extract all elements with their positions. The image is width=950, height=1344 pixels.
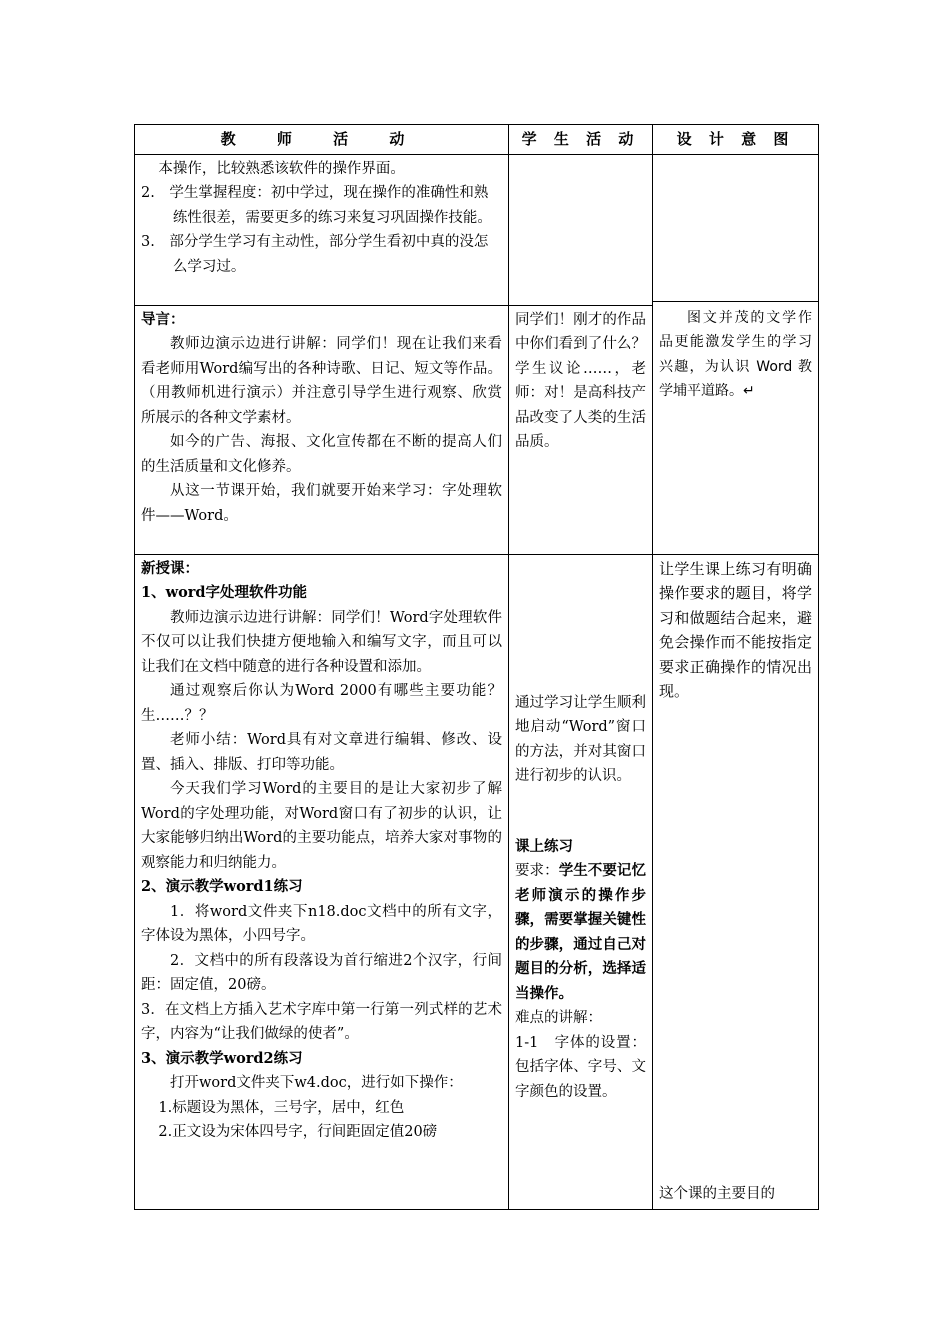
student-cell-introduction bbox=[509, 305, 653, 554]
difficulty-item: 1-1 字体的设置：包括字体、字号、文字颜色的设置。 bbox=[515, 1034, 646, 1100]
header-teacher-activity: 教 师 活 动 bbox=[135, 125, 509, 155]
s1-para-2: 通过观察后你认为Word 2000有哪些主要功能？生……？？ bbox=[141, 683, 502, 724]
student-cell-analysis bbox=[509, 154, 653, 305]
s1-para-3: 老师小结：Word具有对文章进行编辑、修改、设置、插入、排版、打印等功能。 bbox=[141, 732, 502, 773]
s3-item-2: 2.正文设为宋体四号字，行间距固定值20磅 bbox=[158, 1124, 438, 1140]
design-bottom-text: 这个课的主要目的 bbox=[659, 1186, 775, 1202]
design-cell-new-lesson bbox=[653, 554, 819, 1209]
row-new-lesson bbox=[135, 554, 819, 1209]
design-new-lesson-text: 让学生课上练习有明确操作要求的题目，将学习和做题结合起来，避免会操作而不能按指定要求正确操作的情况出现。 bbox=[659, 559, 812, 700]
header-design-intent: 设 计 意 图 bbox=[653, 125, 819, 155]
s3-item-1: 1.标题设为黑体，三号字，居中，红色 bbox=[158, 1099, 405, 1116]
student-intro-text: 同学们！刚才的作品中你们看到了什么？学生议论……，老师：对！是高科技产品改变了人类的生活品质。 bbox=[515, 311, 646, 450]
intro-title: 导言： bbox=[141, 310, 185, 328]
student-new-lesson-text: 通过学习让学生顺利地启动“Word”窗口的方法，并对其窗口进行初步的认识。 bbox=[515, 694, 646, 784]
intro-para-1: 教师边演示边进行讲解：同学们！现在让我们来看看老师用Word编写出的各种诗歌、日记、短文等作品。（用教师机进行演示）并注意引导学生进行观察、欣赏所展示的各种文学素材。 bbox=[141, 336, 502, 426]
s2-item-2: 2．文档中的所有段落设为首行缩进2个汉字，行间距：固定值，20磅。 bbox=[141, 952, 502, 993]
section-2-title: 2、演示教学word1练习 bbox=[141, 878, 303, 895]
analysis-line-3: 3. 部分学生学习有主动性，部分学生看初中真的没怎么学习过。 bbox=[141, 234, 489, 275]
new-lesson-title: 新授课： bbox=[141, 559, 199, 577]
difficulty-label: 难点的讲解： bbox=[515, 1010, 602, 1026]
teacher-cell-new-lesson bbox=[135, 554, 509, 1209]
requirement-label: 要求： bbox=[515, 863, 559, 879]
analysis-line-2: 2. 学生掌握程度：初中学过，现在操作的准确性和熟练性很差，需要更多的练习来复习巩固操作技能。 bbox=[141, 185, 492, 226]
intro-para-3: 从这一节课开始，我们就要开始来学习：字处理软件——Word。 bbox=[141, 483, 502, 524]
practice-title: 课上练习 bbox=[515, 837, 573, 855]
section-3-title: 3、演示教学word2练习 bbox=[141, 1049, 303, 1067]
practice-requirement bbox=[515, 859, 646, 1006]
s1-para-1: 教师边演示边进行讲解：同学们！Word字处理软件不仅可以让我们快捷方便地输入和编写文字，而且可以让我们在文档中随意的进行各种设置和添加。 bbox=[141, 609, 502, 675]
s2-item-1: 1．将word文件夹下n18.doc文档中的所有文字，字体设为黑体，小四号字。 bbox=[141, 903, 502, 944]
student-cell-new-lesson bbox=[509, 554, 653, 1209]
analysis-line-1: 本操作，比较熟悉该软件的操作界面。 bbox=[158, 160, 405, 177]
requirement-text: 学生不要记忆老师演示的操作步骤，需要掌握关键性的步骤，通过自己对题目的分析，选择适当操作。 bbox=[515, 862, 646, 1002]
row-student-analysis bbox=[135, 154, 819, 305]
teacher-cell-introduction bbox=[135, 305, 509, 554]
intro-para-2: 如今的广告、海报、文化宣传都在不断的提高人们的生活质量和文化修养。 bbox=[141, 434, 502, 475]
s2-item-3: 3．在文档上方插入艺术字库中第一行第一列式样的艺术字，内容为“让我们做绿的使者”。 bbox=[141, 1001, 502, 1042]
section-1-title: 1、word字处理软件功能 bbox=[141, 584, 308, 601]
design-cell-intro bbox=[653, 154, 819, 554]
lesson-plan-table bbox=[134, 124, 819, 1210]
s1-para-4: 今天我们学习Word的主要目的是让大家初步了解Word的字处理功能，对Word窗口有了初步的认识，让大家能够归纳出Word的主要功能点，培养大家对事物的观察能力和归纳能力。 bbox=[141, 781, 502, 871]
s3-intro: 打开word文件夹下w4.doc，进行如下操作： bbox=[170, 1075, 463, 1091]
header-row bbox=[135, 125, 819, 155]
header-student-activity: 学 生 活 动 bbox=[509, 125, 653, 155]
teacher-cell-analysis bbox=[135, 154, 509, 305]
design-intro-text: 图文并茂的文学作品更能激发学生的学习兴趣，为认识 Word 教学埔平道路。↵ bbox=[659, 309, 812, 399]
